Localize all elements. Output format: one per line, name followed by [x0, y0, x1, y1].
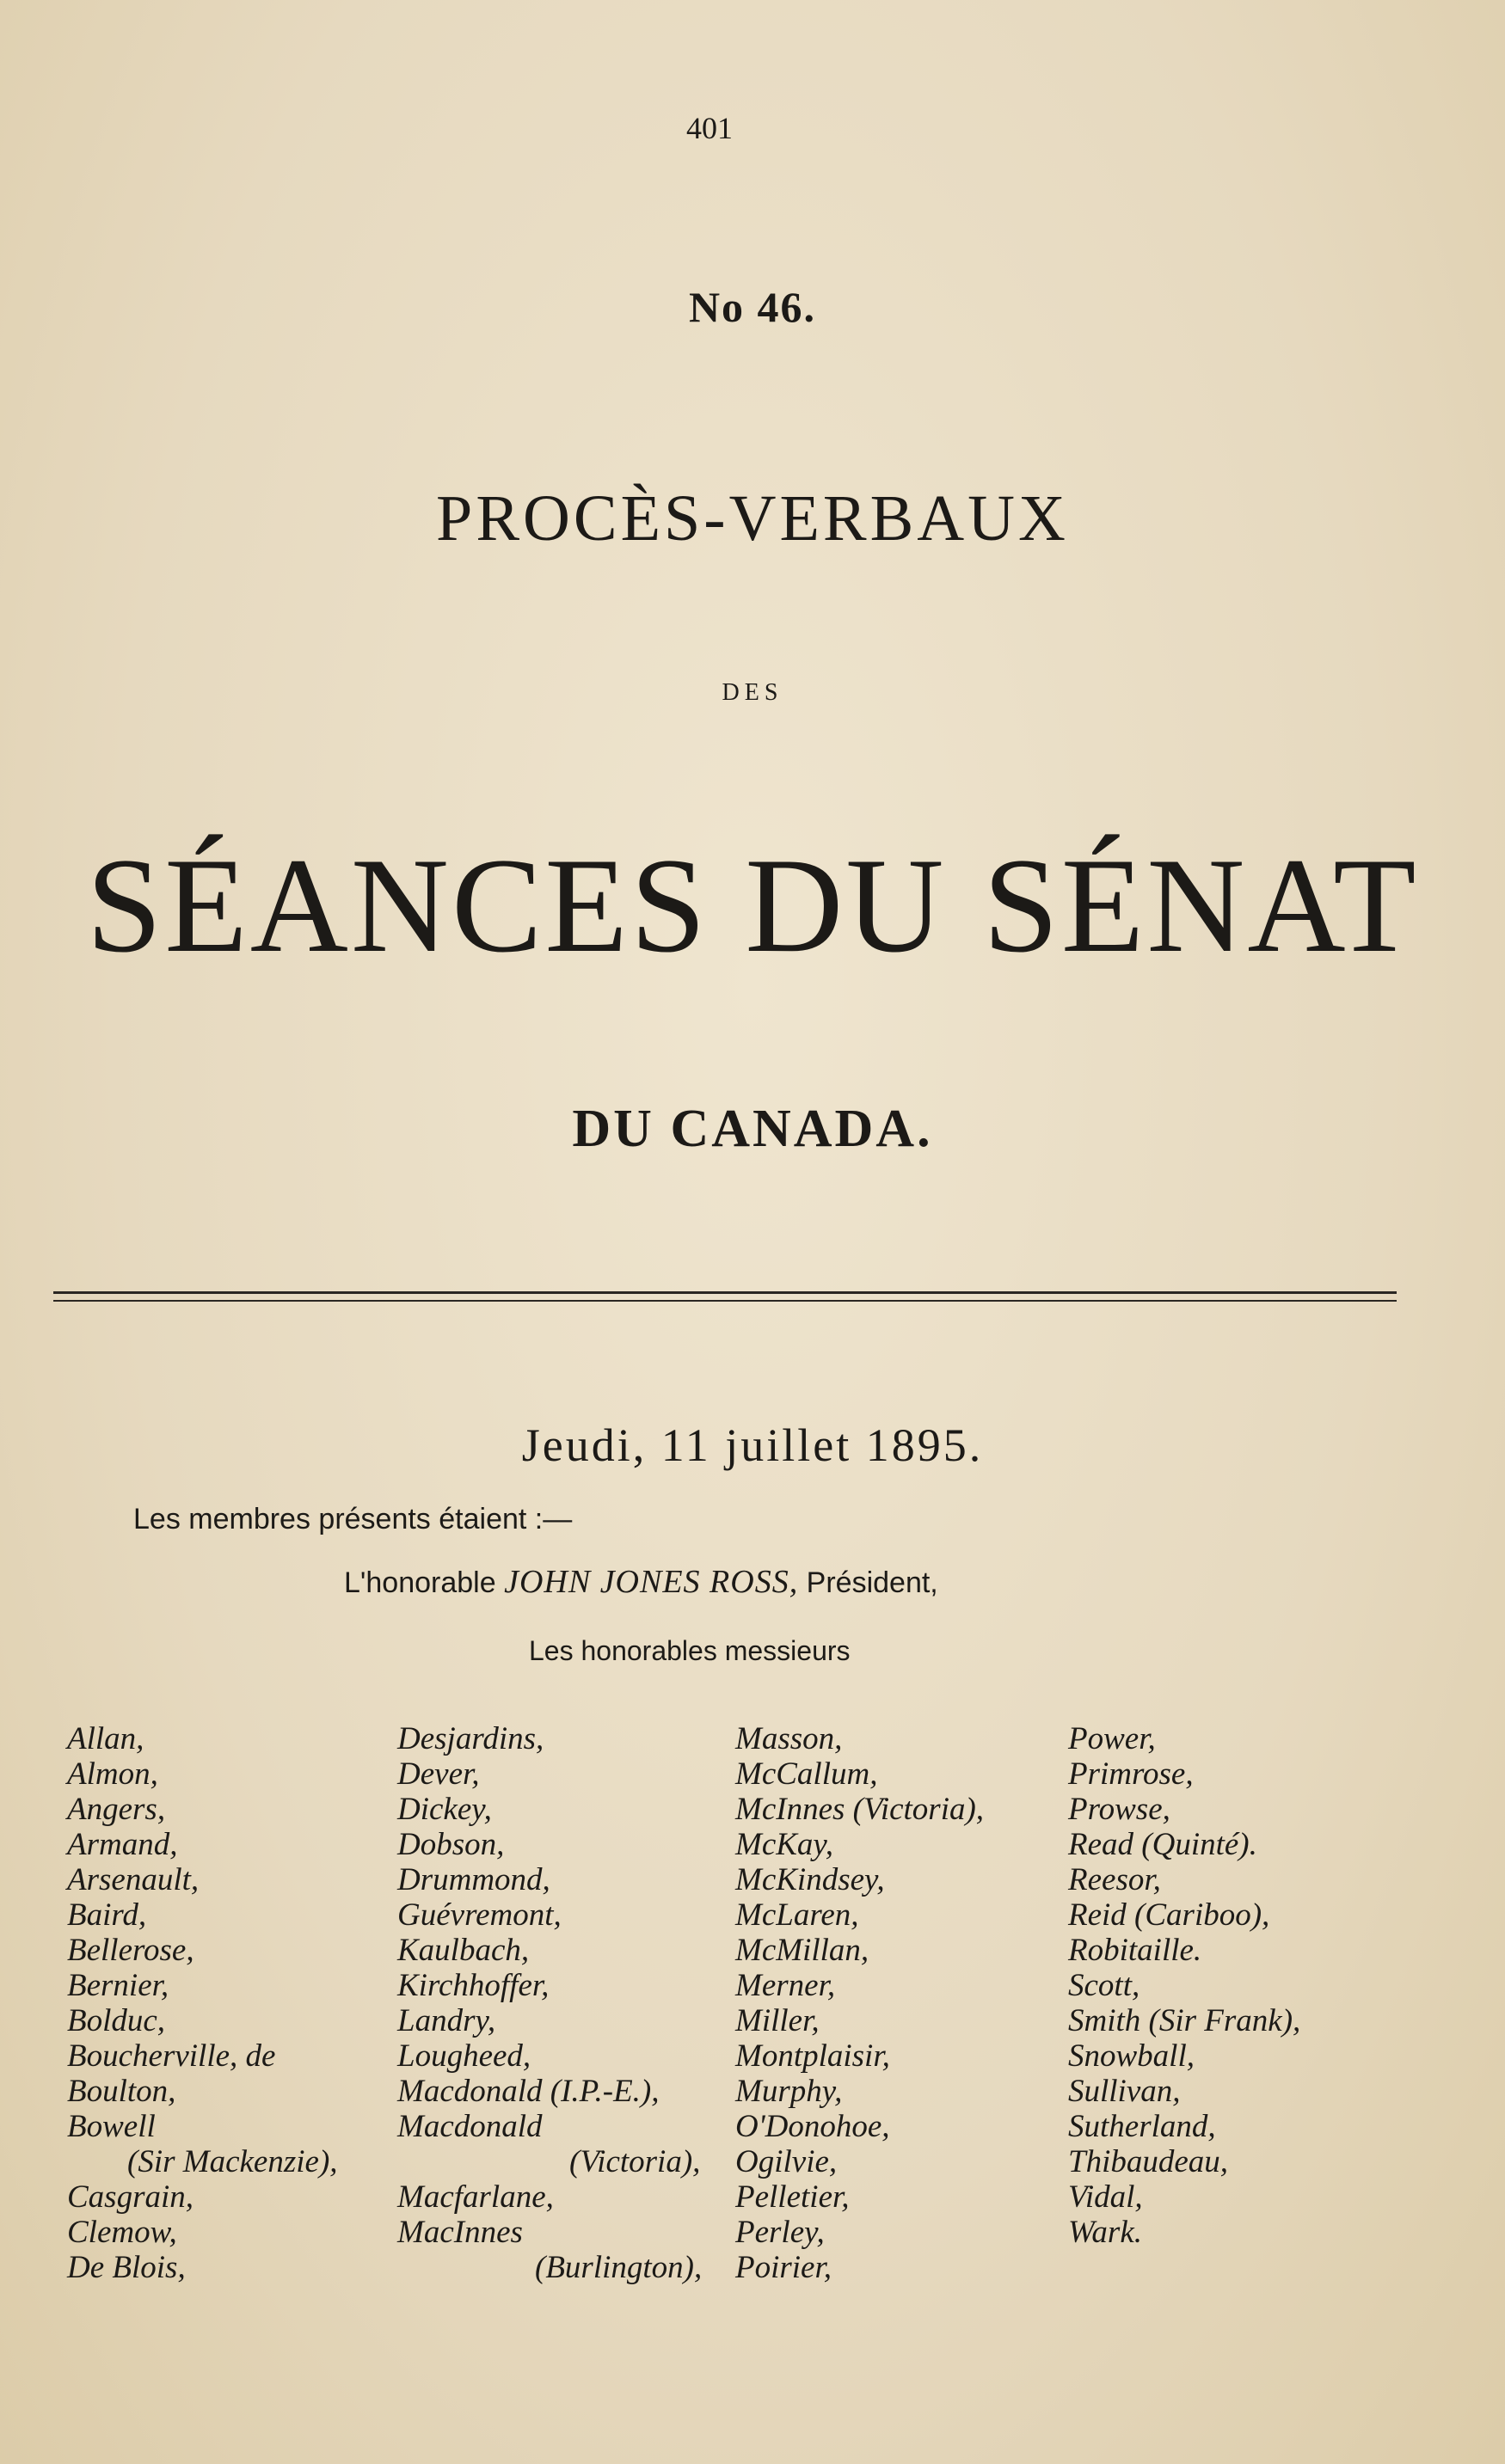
senator-name: Merner, — [735, 1968, 836, 2003]
senator-name: Miller, — [735, 2003, 820, 2038]
senator-name: Primrose, — [1068, 1756, 1194, 1792]
senator-name: Dickey, — [397, 1792, 492, 1827]
senator-name: Masson, — [735, 1721, 843, 1756]
senator-name: Robitaille. — [1068, 1933, 1202, 1968]
title-seances-du-senat: SÉANCES DU SÉNAT — [86, 831, 1419, 981]
senator-name: Scott, — [1068, 1968, 1140, 2003]
senators-column-1 — [67, 1721, 338, 2285]
senator-name-continuation: (Sir Mackenzie), — [127, 2144, 338, 2179]
senator-name: MacInnes — [397, 2215, 523, 2250]
senator-name: Vidal, — [1068, 2179, 1143, 2215]
senator-name: Landry, — [397, 2003, 496, 2038]
senator-name: Allan, — [67, 1721, 144, 1756]
senator-name: Snowball, — [1068, 2038, 1195, 2074]
president-name: JOHN JONES ROSS, — [504, 1564, 799, 1600]
senator-name: Poirier, — [735, 2250, 832, 2285]
session-date: Jeudi, 11 juillet 1895. — [521, 1419, 984, 1471]
senator-name: Kirchhoffer, — [397, 1968, 550, 2003]
divider-rule — [53, 1291, 1397, 1294]
senator-name: De Blois, — [67, 2250, 186, 2285]
senator-name: Ogilvie, — [735, 2144, 838, 2179]
senator-name: Almon, — [67, 1756, 158, 1792]
senator-name: Macdonald (I.P.-E.), — [397, 2074, 660, 2109]
senator-name: McKay, — [735, 1827, 834, 1862]
senator-name: McInnes (Victoria), — [735, 1792, 985, 1827]
senators-column-2 — [397, 1721, 702, 2285]
senator-name: Sutherland, — [1068, 2109, 1216, 2144]
senator-name: Dever, — [397, 1756, 480, 1792]
senator-name: Murphy, — [735, 2074, 843, 2109]
senator-name: Drummond, — [397, 1862, 550, 1897]
title-des: DES — [722, 679, 783, 706]
senator-name: Bowell — [67, 2109, 156, 2144]
senator-name: Bernier, — [67, 1968, 169, 2003]
senator-name: Baird, — [67, 1897, 147, 1933]
senator-name: Boulton, — [67, 2074, 176, 2109]
senator-name: Thibaudeau, — [1068, 2144, 1229, 2179]
senator-name: Perley, — [735, 2215, 825, 2250]
senator-name: Kaulbach, — [397, 1933, 530, 1968]
present-intro: Les membres présents étaient :— — [133, 1503, 573, 1535]
senator-name-continuation: (Victoria), — [569, 2144, 701, 2179]
senator-name: Bolduc, — [67, 2003, 166, 2038]
divider-rule — [53, 1300, 1397, 1302]
senators-column-3 — [735, 1721, 984, 2285]
senator-name: Angers, — [67, 1792, 166, 1827]
senator-name-continuation: (Burlington), — [535, 2250, 703, 2285]
senator-name: O'Donohoe, — [735, 2109, 890, 2144]
senator-name: McCallum, — [735, 1756, 878, 1792]
senator-name: Macfarlane, — [397, 2179, 554, 2215]
senator-name: McLaren, — [735, 1897, 859, 1933]
senator-name: Guévremont, — [397, 1897, 562, 1933]
document-number: No 46. — [688, 283, 817, 331]
senator-name: Wark. — [1068, 2215, 1142, 2250]
senator-name: Dobson, — [397, 1827, 505, 1862]
page-number: 401 — [686, 111, 733, 145]
senator-name: Reid (Cariboo), — [1068, 1897, 1270, 1933]
senator-name: Casgrain, — [67, 2179, 194, 2215]
honorables-label: Les honorables messieurs — [529, 1635, 851, 1666]
senator-name: Reesor, — [1068, 1862, 1161, 1897]
senator-name: Clemow, — [67, 2215, 177, 2250]
senator-name: Boucherville, de — [67, 2038, 276, 2074]
senator-name: Macdonald — [397, 2109, 543, 2144]
president-prefix: L'honorable — [344, 1566, 496, 1599]
president-line — [344, 1563, 938, 1601]
senator-name: Power, — [1068, 1721, 1156, 1756]
title-proces-verbaux: PROCÈS-VERBAUX — [436, 482, 1069, 555]
senator-name: Arsenault, — [67, 1862, 200, 1897]
senator-name: Read (Quinté). — [1068, 1827, 1257, 1862]
senator-name: Desjardins, — [397, 1721, 544, 1756]
senator-name: Lougheed, — [397, 2038, 531, 2074]
senator-name: Montplaisir, — [735, 2038, 890, 2074]
senator-name: Bellerose, — [67, 1933, 194, 1968]
senators-column-4 — [1068, 1721, 1300, 2250]
senator-name: McKindsey, — [735, 1862, 885, 1897]
senator-name: Sullivan, — [1068, 2074, 1181, 2109]
senator-name: McMillan, — [735, 1933, 869, 1968]
senator-name: Pelletier, — [735, 2179, 850, 2215]
president-title: Président, — [806, 1566, 938, 1599]
senator-name: Prowse, — [1068, 1792, 1170, 1827]
senator-name: Armand, — [67, 1827, 178, 1862]
senator-name: Smith (Sir Frank), — [1068, 2003, 1301, 2038]
title-du-canada: DU CANADA. — [572, 1100, 933, 1158]
